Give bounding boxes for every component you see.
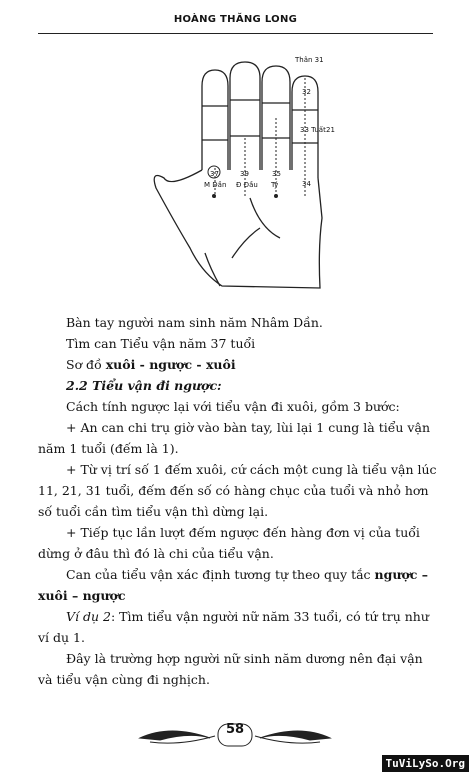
watermark: TuViLySo.Org xyxy=(382,755,469,772)
paragraph-1: Cách tính ngược lại với tiểu vận đi xuôi, gồm 3 bước: xyxy=(66,399,400,414)
paragraph-5-text: Can của tiểu vận xác định tương tự theo quy tắc xyxy=(66,567,375,582)
label-ddau: Đ Đầu xyxy=(236,181,258,189)
page-number: 58 xyxy=(225,722,245,737)
paragraph-5-bold: ngược – xuôi – ngược xyxy=(38,567,428,603)
label-top: Thân 31 xyxy=(295,56,324,64)
paragraph-6 xyxy=(38,606,438,648)
paragraph-2: + An can chi trụ giờ vào bàn tay, lùi lại 1 cung là tiểu vận năm 1 tuổi (đếm là 1). xyxy=(38,420,431,456)
page-header xyxy=(0,0,471,40)
example-label: Ví dụ 2 xyxy=(66,609,111,624)
caption-3 xyxy=(38,354,438,375)
body-text xyxy=(38,312,438,690)
label-34: 34 xyxy=(302,180,311,188)
paragraph-4: + Tiếp tục lần lượt đếm ngược đến hàng đơn vị của tuổi dừng ở đâu thì đó là chi của tiểu vận. xyxy=(38,525,420,561)
label-ty: Tý xyxy=(271,181,279,189)
label-32: 32 xyxy=(302,88,311,96)
label-39: 39 xyxy=(240,170,249,178)
paragraph-6-text: : Tìm tiểu vận người nữ năm 33 tuổi, có tứ trụ như ví dụ 1. xyxy=(38,609,429,645)
paragraph-5 xyxy=(38,564,438,606)
finger-middle xyxy=(230,62,260,170)
finger-index xyxy=(202,70,228,170)
paragraph-7: Đây là trường hợp người nữ sinh năm dương nên đại vận và tiểu vận cùng đi nghịch. xyxy=(38,651,423,687)
caption-3-bold: xuôi - ngược - xuôi xyxy=(105,357,236,372)
hand-diagram xyxy=(150,48,350,303)
caption-2: Tìm can Tiểu vận năm 37 tuổi xyxy=(66,336,256,351)
header-title: HOÀNG THĂNG LONG xyxy=(173,14,298,25)
label-21: 21 xyxy=(326,126,335,134)
label-35: 35 xyxy=(272,170,281,178)
caption-1: Bàn tay người nam sinh năm Nhâm Dần. xyxy=(66,315,323,330)
paragraph-3: + Từ vị trí số 1 đếm xuôi, cứ cách một cung là tiểu vận lúc 11, 21, 31 tuổi, đếm đến số có hàng chục của tuổi và nhỏ hơn số tuổi cần tìm tiểu vận thì dừng lại. xyxy=(38,462,437,519)
page-footer xyxy=(130,712,340,752)
label-right: 33 Tuất xyxy=(300,126,326,134)
label-mdan: M Dần xyxy=(204,181,227,189)
header-rule xyxy=(38,33,433,34)
section-title: 2.2 Tiểu vận đi ngược: xyxy=(66,378,222,393)
caption-3-prefix: Sơ đồ xyxy=(66,357,106,372)
label-37: 37 xyxy=(210,170,219,178)
